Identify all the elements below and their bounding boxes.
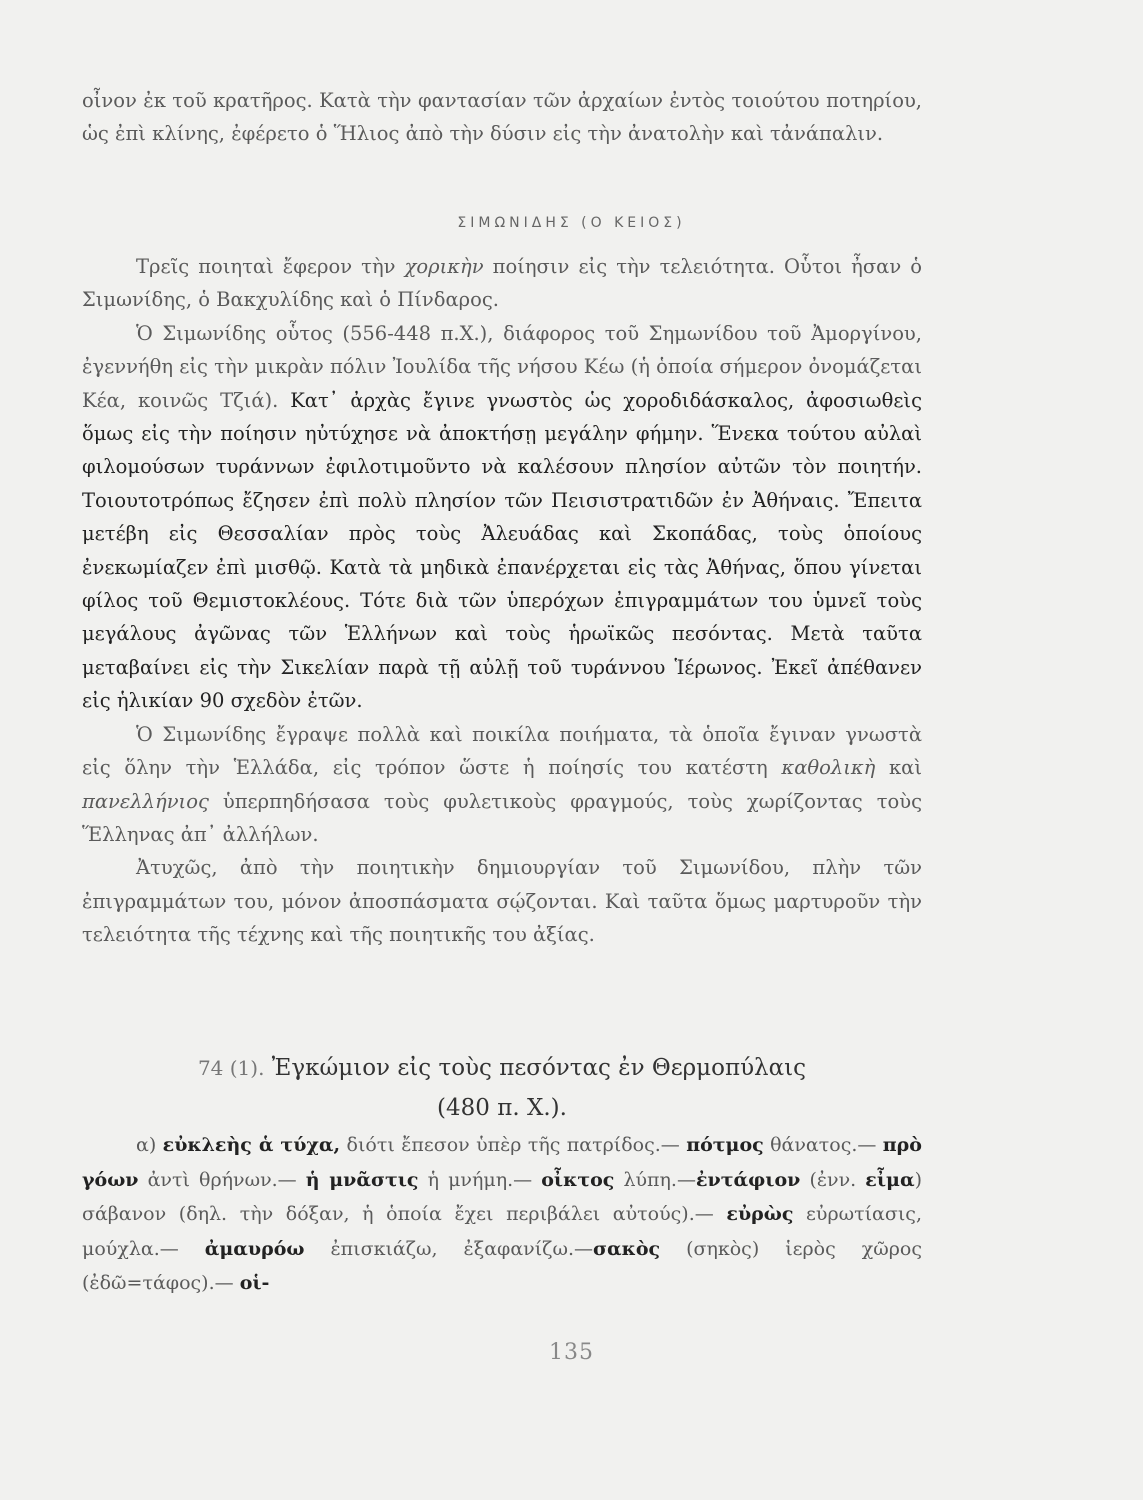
note-gloss: ) σάβανον (δηλ. τὴν δόξαν, ἡ ὁποία ἔχει περιβάλει αὐτούς).— (82, 1168, 922, 1226)
note-term: πρὸ γόων (82, 1134, 922, 1191)
note-gloss: (ἐνν. (800, 1168, 866, 1191)
note-term: οἱ- (239, 1272, 270, 1295)
section-heading: ΣΙΜΩΝΙΔΗΣ (Ο ΚΕΙΟΣ) (457, 215, 686, 231)
page-number: 135 (549, 1340, 594, 1365)
para-c-text-1: Ὁ Σιμωνίδης ἔγραψε πολλὰ καὶ ποικίλα ποιήματα, τὰ ὁποῖα ἔγιναν γνωστὰ εἰς ὅλην τὴν Ἑλλάδα, εἰς τρόπον ὥστε ἡ ποίησίς του κατέστη (82, 722, 922, 780)
note-term: εὐκλεὴς ἁ τύχα, (162, 1134, 341, 1156)
para-b-light-text: Ὁ Σιμωνίδης οὗτος (556-448 π.Χ.), διάφορος τοῦ Σημωνίδου τοῦ Ἀμοργίνου, ἐγεννήθη εἰς τὴν μικρὰν πόλιν Ἰουλίδα τῆς νήσου Κέω (ἡ ὁποία σήμερον ὀνομάζεται Κέα, κοινῶς Τζιά). (82, 321, 922, 412)
para-c-text-3: ὑπερπηδήσασα τοὺς φυλετικοὺς φραγμούς, τοὺς χωρίζοντας τοὺς Ἕλληνας ἀπ᾽ ἀλλήλων. (82, 789, 922, 846)
note-gloss: ἡ μνήμη.— (418, 1168, 542, 1191)
note-label: α) (136, 1134, 163, 1156)
poem-title-text: Ἐγκώμιον εἰς τοὺς πεσόντας ἐν Θερμοπύλαις (271, 1055, 807, 1081)
para-c-italic-1: καθολικὴ (781, 756, 876, 780)
note-term: ἡ μνᾶστις (305, 1168, 419, 1191)
notes-paragraph (82, 1128, 922, 1301)
note-term: ἀμαυρόω (204, 1237, 305, 1260)
note-gloss: διότι ἔπεσον ὑπὲρ τῆς πατρίδος.— (340, 1134, 687, 1156)
note-gloss: εὐρωτίασις, μούχλα.— (82, 1203, 922, 1260)
note-term: ἐντάφιον (695, 1168, 801, 1191)
glossary-notes (82, 1128, 922, 1301)
note-term: οἶκτος (541, 1168, 615, 1191)
poem-title (82, 1048, 922, 1128)
poem-title-line-2: (480 π. Χ.). (437, 1095, 567, 1121)
paragraph-poets (82, 250, 922, 317)
para-b-dark-text: Κατ᾽ ἀρχὰς ἔγινε γνωστὸς ὡς χοροδιδάσκαλος, ἀφοσιωθεὶς ὅμως εἰς τὴν ποίησιν ηὐτύχησε νὰ ἀποκτήσῃ μεγάλην φήμην. Ἕνεκα τούτου αὐλαὶ φιλομούσων τυράννων ἐφιλοτιμοῦντο νὰ καλέσουν πλησίον αὐτῶν τὸν ποιητήν. Τοιουτοτρόπως ἔζησεν ἐπὶ πολὺ πλησίον τῶν Πεισιστρατιδῶν ἐν Ἀθήναις. Ἔπειτα μετέβη εἰς Θεσσαλίαν πρὸς τοὺς Ἀλευάδας καὶ Σκοπάδας, τοὺς ὁποίους ἐνεκωμίαζεν ἐπὶ μισθῷ. Κατὰ τὰ μηδικὰ ἐπανέρχεται εἰς τὰς Ἀθήνας, ὅπου γίνεται φίλος τοῦ Θεμιστοκλέους. Τότε διὰ τῶν ὑπερόχων ἐπιγραμμάτων του ὑμνεῖ τοὺς μεγάλους ἀγῶνας τῶν Ἑλλήνων καὶ τοὺς ἡρωϊκῶς πεσόντας. Μετὰ ταῦτα μεταβαίνει εἰς τὴν Σικελίαν παρὰ τῇ αὐλῇ τοῦ τυράννου Ἱέρωνος. Ἐκεῖ ἀπέθανεν εἰς ἡλικίαν 90 σχεδὸν ἐτῶν. (82, 388, 922, 713)
para-a-text-2: ποίησιν εἰς τὴν τελειότητα. Οὗτοι ἦσαν ὁ Σιμωνίδης, ὁ Βακχυλίδης καὶ ὁ Πίνδαρος. (82, 255, 922, 312)
biography-body (82, 250, 922, 952)
note-term: εὐρὼς (726, 1203, 794, 1226)
paragraph-life (82, 317, 922, 718)
note-gloss: θάνατος.— (763, 1134, 883, 1156)
paragraph-fragments: Ἀτυχῶς, ἀπὸ τὴν ποιητικὴν δημιουργίαν τοῦ Σιμωνίδου, πλὴν τῶν ἐπιγραμμάτων του, μόνον ἀποσπάσματα σῴζονται. Καὶ ταῦτα ὅμως μαρτυροῦν τὴν τελειότητα τῆς τέχνης καὶ τῆς ποιητικῆς του ἀξίας. (82, 856, 922, 947)
poem-title-line-1 (82, 1048, 922, 1088)
para-c-text-2: καὶ (875, 756, 922, 780)
note-gloss: ἀντὶ θρήνων.— (138, 1168, 306, 1191)
note-gloss: (σηκὸς) ἱερὸς χῶρος (ἐδῶ=τάφος).— (82, 1237, 922, 1295)
note-term: πότμος (686, 1134, 764, 1156)
intro-text: οἶνον ἐκ τοῦ κρατῆρος. Κατὰ τὴν φαντασίαν τῶν ἀρχαίων ἐντὸς τοιούτου ποτηρίου, ὡς ἐπὶ κλίνης, ἐφέρετο ὁ Ἥλιος ἀπὸ τὴν δύσιν εἰς τὴν ἀνατολὴν καὶ τἀνάπαλιν. (82, 89, 922, 146)
note-gloss: λύπη.— (614, 1168, 696, 1191)
para-a-italic: χορικὴν (404, 255, 484, 278)
note-gloss: ἐπισκιάζω, ἐξαφανίζω.— (304, 1237, 593, 1260)
paragraph-works (82, 718, 922, 852)
para-a-text-1: Τρεῖς ποιηταὶ ἔφερον τὴν (136, 255, 405, 278)
note-term: σακὸς (593, 1237, 661, 1260)
para-c-italic-2: πανελλήνιος (82, 789, 209, 813)
intro-paragraph (82, 84, 922, 151)
poem-number: 74 (1). (197, 1056, 265, 1080)
note-term: εἶμα (865, 1168, 915, 1191)
